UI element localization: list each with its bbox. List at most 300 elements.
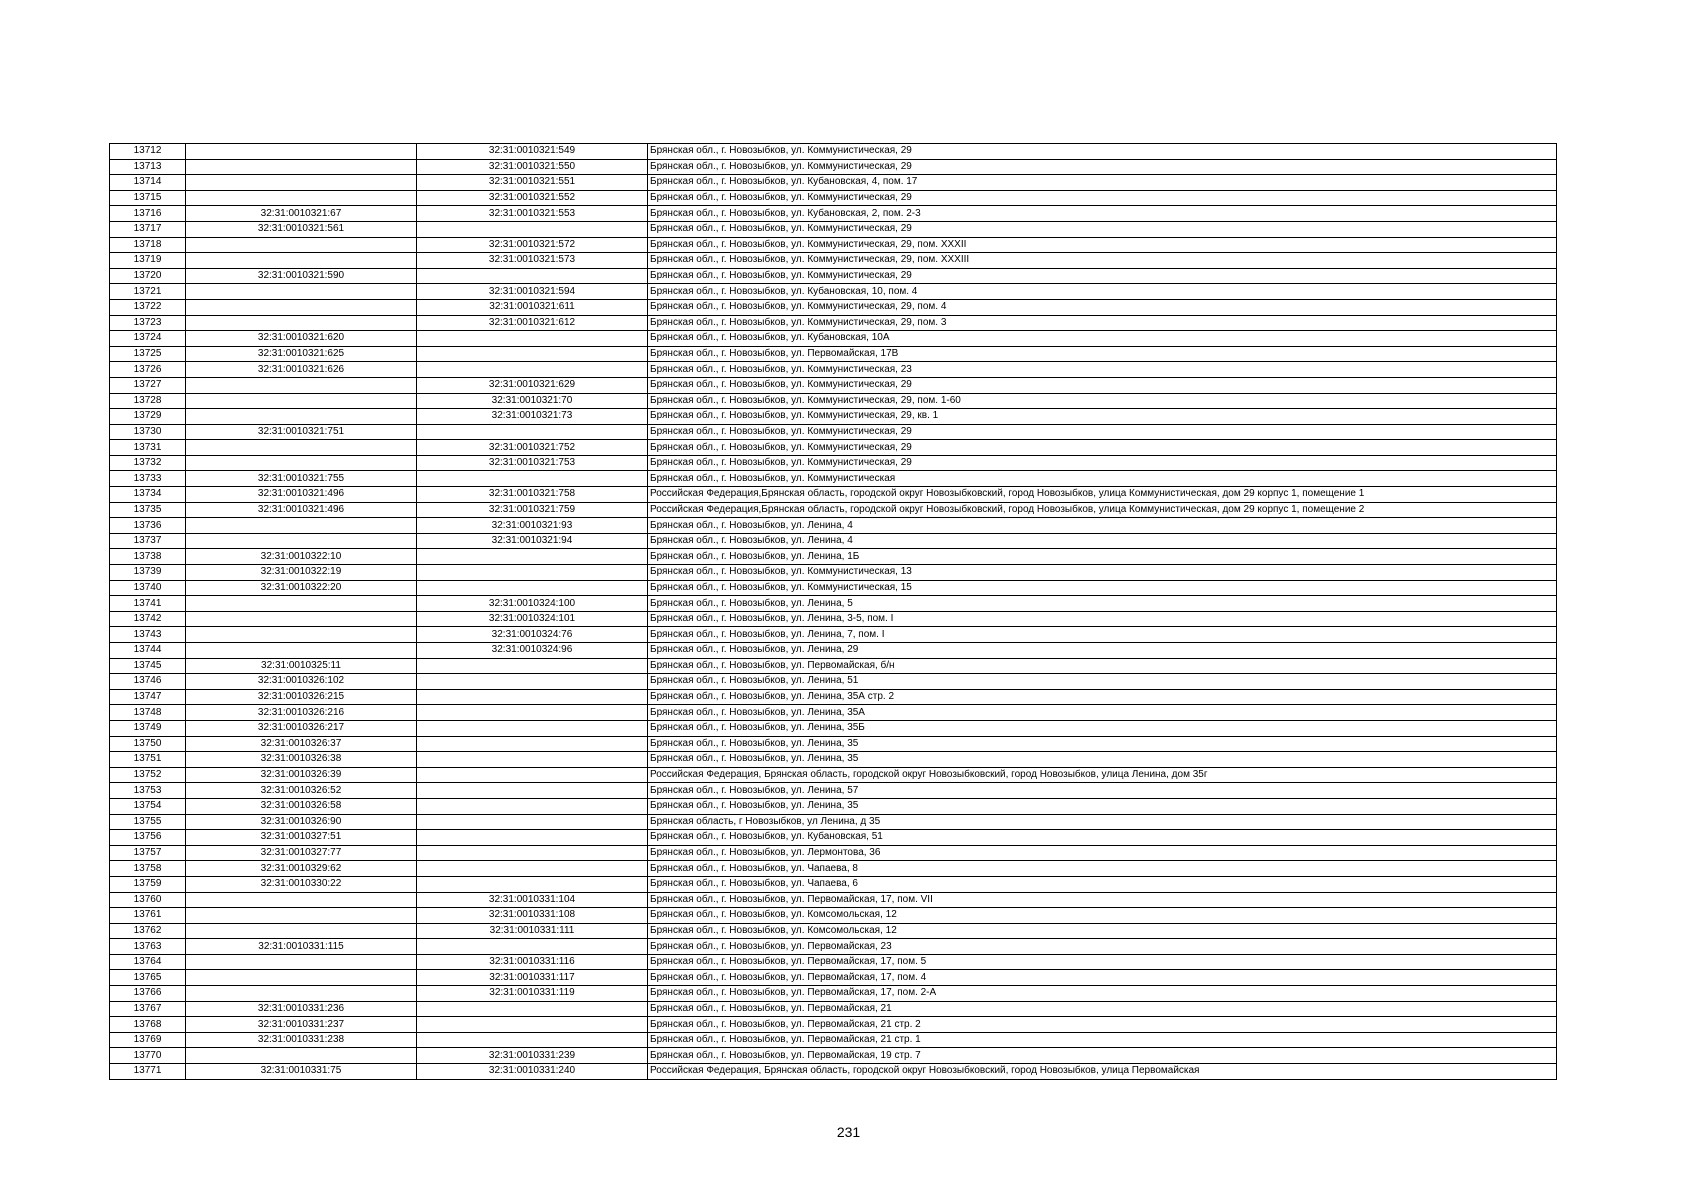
table-row [110,986,1557,1002]
parcel-number-cell: 32:31:0010331:238 [186,1032,417,1048]
parcel-number-cell: 32:31:0010321:67 [186,206,417,222]
parcel-number-cell [186,190,417,206]
object-number-cell [417,1001,648,1017]
parcel-number-cell: 32:31:0010327:77 [186,845,417,861]
object-number-cell [417,689,648,705]
address-cell: Брянская обл., г. Новозыбков, ул. Лермонтова, 36 [648,845,1557,861]
parcel-number-cell: 32:31:0010327:51 [186,830,417,846]
address-cell: Брянская обл., г. Новозыбков, ул. Первомайская, 17, пом. 2-А [648,986,1557,1002]
object-number-cell: 32:31:0010321:549 [417,144,648,160]
parcel-number-cell: 32:31:0010326:39 [186,767,417,783]
table-row [110,627,1557,643]
address-cell: Брянская обл., г. Новозыбков, ул. Коммунистическая, 29 [648,424,1557,440]
object-number-cell: 32:31:0010324:96 [417,643,648,659]
table-row [110,1048,1557,1064]
address-cell: Брянская обл., г. Новозыбков, ул. Коммунистическая, 29 [648,159,1557,175]
row-number-cell: 13721 [110,284,186,300]
table-body [110,144,1557,1080]
address-cell: Брянская обл., г. Новозыбков, ул. Ленина, 57 [648,783,1557,799]
object-number-cell [417,346,648,362]
table-row [110,315,1557,331]
parcel-number-cell [186,299,417,315]
table-row [110,798,1557,814]
table-row [110,533,1557,549]
object-number-cell: 32:31:0010321:594 [417,284,648,300]
object-number-cell: 32:31:0010321:551 [417,175,648,191]
object-number-cell: 32:31:0010324:100 [417,596,648,612]
row-number-cell: 13771 [110,1064,186,1080]
parcel-number-cell: 32:31:0010330:22 [186,876,417,892]
address-cell: Брянская обл., г. Новозыбков, ул. Ленина, 35 [648,736,1557,752]
table-row [110,611,1557,627]
row-number-cell: 13768 [110,1017,186,1033]
object-number-cell [417,705,648,721]
table-row [110,1032,1557,1048]
address-cell: Брянская обл., г. Новозыбков, ул. Коммунистическая, 29 [648,455,1557,471]
object-number-cell: 32:31:0010321:73 [417,409,648,425]
object-number-cell [417,658,648,674]
table-row [110,970,1557,986]
address-cell: Брянская обл., г. Новозыбков, ул. Ленина, 3-5, пом. I [648,611,1557,627]
table-row [110,720,1557,736]
table-row [110,596,1557,612]
row-number-cell: 13750 [110,736,186,752]
object-number-cell [417,471,648,487]
table-row [110,674,1557,690]
parcel-number-cell [186,1048,417,1064]
address-cell: Брянская обл., г. Новозыбков, ул. Коммунистическая, 29, пом. 3 [648,315,1557,331]
object-number-cell: 32:31:0010331:119 [417,986,648,1002]
row-number-cell: 13731 [110,440,186,456]
row-number-cell: 13744 [110,643,186,659]
row-number-cell: 13730 [110,424,186,440]
address-cell: Брянская обл., г. Новозыбков, ул. Коммунистическая, 23 [648,362,1557,378]
row-number-cell: 13765 [110,970,186,986]
object-number-cell: 32:31:0010321:70 [417,393,648,409]
table-row [110,814,1557,830]
row-number-cell: 13738 [110,549,186,565]
address-cell: Брянская обл., г. Новозыбков, ул. Коммунистическая, 13 [648,565,1557,581]
parcel-number-cell: 32:31:0010331:115 [186,939,417,955]
address-cell: Брянская обл., г. Новозыбков, ул. Ленина, 4 [648,518,1557,534]
row-number-cell: 13761 [110,908,186,924]
address-cell: Российская Федерация, Брянская область, городской округ Новозыбковский, город Новозыбков, улица Первомайская [648,1064,1557,1080]
address-cell: Российская Федерация,Брянская область, городской округ Новозыбковский, город Новозыбков, улица Коммунистическая, дом 29 корпус 1, помещение 2 [648,502,1557,518]
parcel-number-cell: 32:31:0010321:496 [186,502,417,518]
address-cell: Брянская обл., г. Новозыбков, ул. Комсомольская, 12 [648,908,1557,924]
row-number-cell: 13732 [110,455,186,471]
parcel-number-cell: 32:31:0010329:62 [186,861,417,877]
address-cell: Брянская обл., г. Новозыбков, ул. Кубановская, 10А [648,331,1557,347]
object-number-cell: 32:31:0010321:94 [417,533,648,549]
row-number-cell: 13743 [110,627,186,643]
object-number-cell: 32:31:0010331:240 [417,1064,648,1080]
object-number-cell: 32:31:0010321:612 [417,315,648,331]
address-cell: Брянская обл., г. Новозыбков, ул. Чапаева, 6 [648,876,1557,892]
parcel-number-cell: 32:31:0010321:620 [186,331,417,347]
object-number-cell [417,814,648,830]
parcel-number-cell [186,377,417,393]
object-number-cell: 32:31:0010321:629 [417,377,648,393]
document-sheet [109,143,1556,1080]
object-number-cell [417,939,648,955]
object-number-cell: 32:31:0010331:104 [417,892,648,908]
table-row [110,471,1557,487]
table-row [110,767,1557,783]
page-number: 231 [836,1124,861,1140]
object-number-cell: 32:31:0010321:553 [417,206,648,222]
table-row [110,908,1557,924]
address-cell: Брянская обл., г. Новозыбков, ул. Первомайская, б/н [648,658,1557,674]
table-row [110,923,1557,939]
object-number-cell [417,362,648,378]
row-number-cell: 13739 [110,565,186,581]
object-number-cell: 32:31:0010321:93 [417,518,648,534]
table-row [110,783,1557,799]
parcel-number-cell [186,159,417,175]
parcel-number-cell [186,923,417,939]
address-cell: Брянская обл., г. Новозыбков, ул. Первомайская, 17В [648,346,1557,362]
address-cell: Брянская обл., г. Новозыбков, ул. Ленина, 5 [648,596,1557,612]
table-row [110,237,1557,253]
parcel-number-cell [186,627,417,643]
address-cell: Брянская обл., г. Новозыбков, ул. Ленина, 35Б [648,720,1557,736]
row-number-cell: 13716 [110,206,186,222]
parcel-number-cell: 32:31:0010326:52 [186,783,417,799]
object-number-cell: 32:31:0010331:239 [417,1048,648,1064]
parcel-number-cell [186,393,417,409]
object-number-cell: 32:31:0010321:752 [417,440,648,456]
table-row [110,845,1557,861]
row-number-cell: 13762 [110,923,186,939]
object-number-cell [417,798,648,814]
object-number-cell: 32:31:0010324:76 [417,627,648,643]
table-row [110,1001,1557,1017]
address-cell: Брянская обл., г. Новозыбков, ул. Коммунистическая, 29, пом. 4 [648,299,1557,315]
parcel-number-cell: 32:31:0010326:215 [186,689,417,705]
table-row [110,1017,1557,1033]
table-row [110,144,1557,160]
row-number-cell: 13749 [110,720,186,736]
object-number-cell: 32:31:0010321:759 [417,502,648,518]
address-cell: Брянская обл., г. Новозыбков, ул. Первомайская, 19 стр. 7 [648,1048,1557,1064]
object-number-cell [417,549,648,565]
parcel-number-cell: 32:31:0010321:496 [186,487,417,503]
table-row [110,892,1557,908]
row-number-cell: 13741 [110,596,186,612]
parcel-number-cell: 32:31:0010326:102 [186,674,417,690]
parcel-number-cell [186,440,417,456]
row-number-cell: 13722 [110,299,186,315]
parcel-number-cell [186,596,417,612]
object-number-cell [417,736,648,752]
parcel-number-cell: 32:31:0010326:38 [186,752,417,768]
address-cell: Брянская область, г Новозыбков, ул Ленина, д 35 [648,814,1557,830]
row-number-cell: 13714 [110,175,186,191]
row-number-cell: 13746 [110,674,186,690]
address-cell: Брянская обл., г. Новозыбков, ул. Первомайская, 21 стр. 2 [648,1017,1557,1033]
object-number-cell: 32:31:0010321:758 [417,487,648,503]
object-number-cell [417,845,648,861]
row-number-cell: 13729 [110,409,186,425]
row-number-cell: 13760 [110,892,186,908]
table-row [110,643,1557,659]
table-row [110,221,1557,237]
row-number-cell: 13754 [110,798,186,814]
parcel-number-cell: 32:31:0010322:20 [186,580,417,596]
address-cell: Брянская обл., г. Новозыбков, ул. Коммунистическая, 29, пом. 1-60 [648,393,1557,409]
object-number-cell: 32:31:0010331:116 [417,954,648,970]
table-row [110,954,1557,970]
table-row [110,190,1557,206]
row-number-cell: 13712 [110,144,186,160]
object-number-cell: 32:31:0010321:572 [417,237,648,253]
object-number-cell [417,830,648,846]
row-number-cell: 13719 [110,253,186,269]
parcel-number-cell: 32:31:0010325:11 [186,658,417,674]
object-number-cell: 32:31:0010321:550 [417,159,648,175]
object-number-cell: 32:31:0010321:552 [417,190,648,206]
row-number-cell: 13740 [110,580,186,596]
parcel-number-cell [186,533,417,549]
object-number-cell [417,674,648,690]
row-number-cell: 13734 [110,487,186,503]
object-number-cell [417,1017,648,1033]
parcel-number-cell [186,970,417,986]
table-row [110,331,1557,347]
address-cell: Брянская обл., г. Новозыбков, ул. Первомайская, 17, пом. 5 [648,954,1557,970]
table-row [110,268,1557,284]
object-number-cell: 32:31:0010331:117 [417,970,648,986]
table-row [110,440,1557,456]
parcel-number-cell: 32:31:0010321:755 [186,471,417,487]
table-row [110,876,1557,892]
row-number-cell: 13727 [110,377,186,393]
object-number-cell [417,424,648,440]
row-number-cell: 13769 [110,1032,186,1048]
parcel-number-cell [186,892,417,908]
address-cell: Брянская обл., г. Новозыбков, ул. Ленина, 35А [648,705,1557,721]
parcel-number-cell [186,954,417,970]
address-cell: Брянская обл., г. Новозыбков, ул. Первомайская, 23 [648,939,1557,955]
address-cell: Брянская обл., г. Новозыбков, ул. Чапаева, 8 [648,861,1557,877]
address-cell: Брянская обл., г. Новозыбков, ул. Кубановская, 2, пом. 2-3 [648,206,1557,222]
object-number-cell: 32:31:0010331:111 [417,923,648,939]
address-cell: Брянская обл., г. Новозыбков, ул. Ленина, 51 [648,674,1557,690]
row-number-cell: 13745 [110,658,186,674]
row-number-cell: 13742 [110,611,186,627]
row-number-cell: 13715 [110,190,186,206]
object-number-cell: 32:31:0010324:101 [417,611,648,627]
parcel-number-cell [186,144,417,160]
parcel-number-cell: 32:31:0010331:236 [186,1001,417,1017]
address-cell: Брянская обл., г. Новозыбков, ул. Коммунистическая, 29 [648,221,1557,237]
object-number-cell [417,221,648,237]
parcel-number-cell: 32:31:0010331:237 [186,1017,417,1033]
row-number-cell: 13767 [110,1001,186,1017]
address-cell: Брянская обл., г. Новозыбков, ул. Коммунистическая, 29, пом. XXXII [648,237,1557,253]
row-number-cell: 13751 [110,752,186,768]
table-row [110,299,1557,315]
row-number-cell: 13720 [110,268,186,284]
object-number-cell: 32:31:0010321:753 [417,455,648,471]
parcel-number-cell: 32:31:0010321:561 [186,221,417,237]
parcel-number-cell [186,611,417,627]
object-number-cell [417,783,648,799]
table-row [110,705,1557,721]
table-row [110,487,1557,503]
object-number-cell [417,268,648,284]
address-cell: Брянская обл., г. Новозыбков, ул. Ленина, 35 [648,798,1557,814]
parcel-number-cell: 32:31:0010326:90 [186,814,417,830]
row-number-cell: 13725 [110,346,186,362]
parcel-number-cell [186,237,417,253]
object-number-cell: 32:31:0010331:108 [417,908,648,924]
object-number-cell [417,861,648,877]
table-row [110,393,1557,409]
address-cell: Брянская обл., г. Новозыбков, ул. Первомайская, 17, пом. 4 [648,970,1557,986]
table-row [110,502,1557,518]
row-number-cell: 13770 [110,1048,186,1064]
table-row [110,362,1557,378]
parcel-number-cell: 32:31:0010322:10 [186,549,417,565]
parcel-number-cell [186,175,417,191]
row-number-cell: 13728 [110,393,186,409]
address-cell: Российская Федерация,Брянская область, городской округ Новозыбковский, город Новозыбков, улица Коммунистическая, дом 29 корпус 1, помещение 1 [648,487,1557,503]
address-cell: Брянская обл., г. Новозыбков, ул. Ленина, 35А стр. 2 [648,689,1557,705]
object-number-cell [417,720,648,736]
row-number-cell: 13736 [110,518,186,534]
table-row [110,346,1557,362]
table-row [110,658,1557,674]
row-number-cell: 13766 [110,986,186,1002]
row-number-cell: 13755 [110,814,186,830]
row-number-cell: 13759 [110,876,186,892]
parcel-number-cell [186,643,417,659]
address-cell: Брянская обл., г. Новозыбков, ул. Коммунистическая, 29 [648,440,1557,456]
address-cell: Брянская обл., г. Новозыбков, ул. Ленина, 7, пом. I [648,627,1557,643]
address-cell: Брянская обл., г. Новозыбков, ул. Коммунистическая, 29 [648,268,1557,284]
object-number-cell [417,331,648,347]
address-cell: Брянская обл., г. Новозыбков, ул. Первомайская, 17, пом. VII [648,892,1557,908]
object-number-cell: 32:31:0010321:573 [417,253,648,269]
table-row [110,253,1557,269]
row-number-cell: 13758 [110,861,186,877]
address-cell: Брянская обл., г. Новозыбков, ул. Коммунистическая, 29 [648,377,1557,393]
parcel-number-cell: 32:31:0010326:58 [186,798,417,814]
table-row [110,377,1557,393]
table-row [110,565,1557,581]
address-cell: Брянская обл., г. Новозыбков, ул. Коммунистическая, 29 [648,144,1557,160]
parcel-number-cell [186,253,417,269]
parcel-number-cell [186,518,417,534]
table-row [110,424,1557,440]
object-number-cell [417,767,648,783]
address-cell: Брянская обл., г. Новозыбков, ул. Коммунистическая, 29, пом. XXXIII [648,253,1557,269]
table-row [110,580,1557,596]
table-row [110,736,1557,752]
address-cell: Российская Федерация, Брянская область, городской округ Новозыбковский, город Новозыбков, улица Ленина, дом 35г [648,767,1557,783]
row-number-cell: 13724 [110,331,186,347]
row-number-cell: 13747 [110,689,186,705]
object-number-cell [417,565,648,581]
address-cell: Брянская обл., г. Новозыбков, ул. Комсомольская, 12 [648,923,1557,939]
table-row [110,206,1557,222]
row-number-cell: 13718 [110,237,186,253]
object-number-cell [417,1032,648,1048]
object-number-cell: 32:31:0010321:611 [417,299,648,315]
address-cell: Брянская обл., г. Новозыбков, ул. Кубановская, 10, пом. 4 [648,284,1557,300]
row-number-cell: 13737 [110,533,186,549]
object-number-cell [417,876,648,892]
table-row [110,159,1557,175]
parcel-number-cell: 32:31:0010321:751 [186,424,417,440]
table-row [110,939,1557,955]
cadastral-table [109,143,1557,1080]
table-row [110,175,1557,191]
table-row [110,284,1557,300]
parcel-number-cell: 32:31:0010326:216 [186,705,417,721]
parcel-number-cell: 32:31:0010326:217 [186,720,417,736]
parcel-number-cell [186,284,417,300]
row-number-cell: 13764 [110,954,186,970]
parcel-number-cell [186,315,417,331]
table-row [110,409,1557,425]
address-cell: Брянская обл., г. Новозыбков, ул. Кубановская, 51 [648,830,1557,846]
address-cell: Брянская обл., г. Новозыбков, ул. Ленина, 1Б [648,549,1557,565]
address-cell: Брянская обл., г. Новозыбков, ул. Коммунистическая, 29 [648,190,1557,206]
table-row [110,861,1557,877]
row-number-cell: 13726 [110,362,186,378]
address-cell: Брянская обл., г. Новозыбков, ул. Ленина, 4 [648,533,1557,549]
parcel-number-cell [186,986,417,1002]
parcel-number-cell [186,908,417,924]
row-number-cell: 13713 [110,159,186,175]
parcel-number-cell: 32:31:0010322:19 [186,565,417,581]
row-number-cell: 13723 [110,315,186,331]
row-number-cell: 13717 [110,221,186,237]
parcel-number-cell: 32:31:0010321:626 [186,362,417,378]
row-number-cell: 13757 [110,845,186,861]
table-row [110,549,1557,565]
address-cell: Брянская обл., г. Новозыбков, ул. Первомайская, 21 стр. 1 [648,1032,1557,1048]
table-row [110,689,1557,705]
address-cell: Брянская обл., г. Новозыбков, ул. Ленина, 35 [648,752,1557,768]
row-number-cell: 13748 [110,705,186,721]
address-cell: Брянская обл., г. Новозыбков, ул. Коммунистическая, 15 [648,580,1557,596]
object-number-cell [417,580,648,596]
address-cell: Брянская обл., г. Новозыбков, ул. Кубановская, 4, пом. 17 [648,175,1557,191]
row-number-cell: 13756 [110,830,186,846]
table-row [110,830,1557,846]
address-cell: Брянская обл., г. Новозыбков, ул. Ленина, 29 [648,643,1557,659]
address-cell: Брянская обл., г. Новозыбков, ул. Коммунистическая, 29, кв. 1 [648,409,1557,425]
parcel-number-cell: 32:31:0010321:625 [186,346,417,362]
row-number-cell: 13735 [110,502,186,518]
row-number-cell: 13753 [110,783,186,799]
table-row [110,518,1557,534]
parcel-number-cell: 32:31:0010321:590 [186,268,417,284]
object-number-cell [417,752,648,768]
row-number-cell: 13733 [110,471,186,487]
row-number-cell: 13752 [110,767,186,783]
parcel-number-cell: 32:31:0010331:75 [186,1064,417,1080]
address-cell: Брянская обл., г. Новозыбков, ул. Первомайская, 21 [648,1001,1557,1017]
parcel-number-cell [186,409,417,425]
table-row [110,1064,1557,1080]
address-cell: Брянская обл., г. Новозыбков, ул. Коммунистическая [648,471,1557,487]
row-number-cell: 13763 [110,939,186,955]
